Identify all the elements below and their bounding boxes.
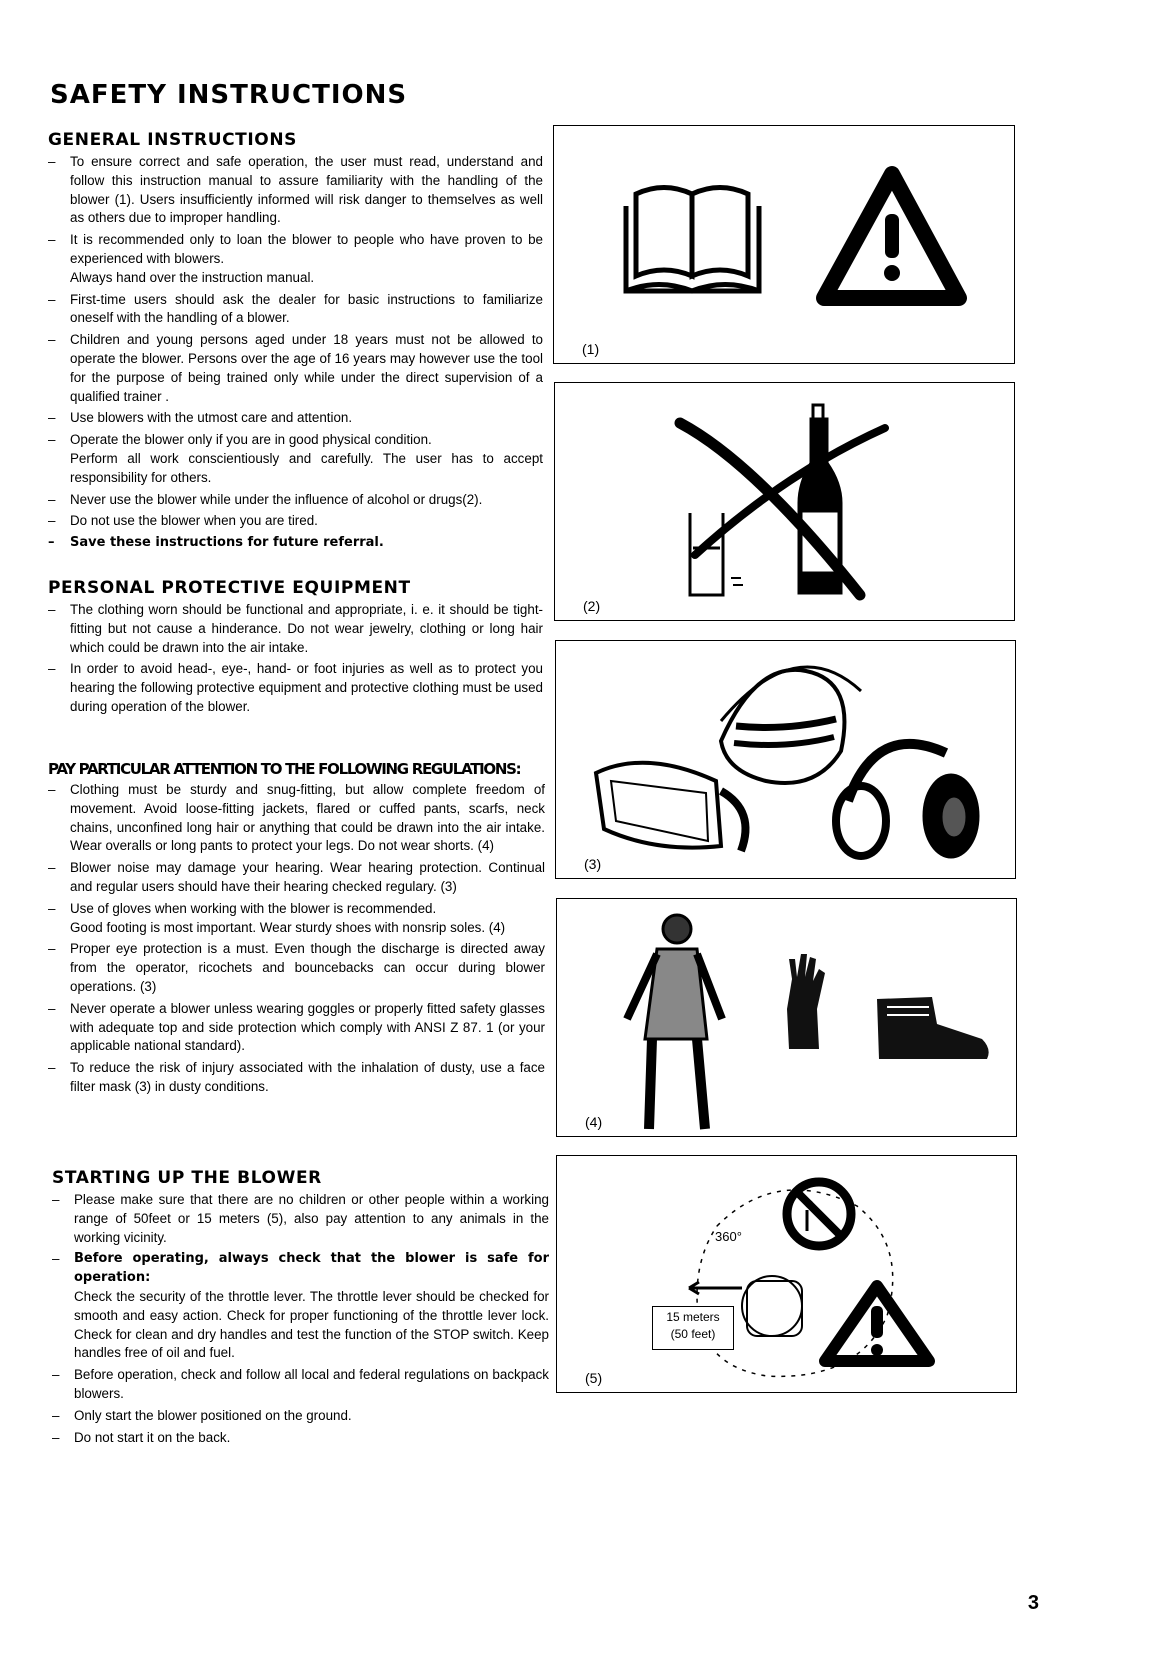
list-item: – It is recommended only to loan the blower to people who have proven to be experienced with blowers. Always hand over the instruction manual.: [48, 231, 543, 287]
list-item: – To ensure correct and safe operation, the user must read, understand and follow this instruction manual to assure familiarity with the handling of the blower (1). Users insufficiently informed will risk danger to themselves as well as others due to improper handling.: [48, 153, 543, 228]
protective-clothing-illustration: [557, 899, 1016, 1136]
page-title: SAFETY INSTRUCTIONS: [50, 80, 408, 110]
list-item: – Use of gloves when working with the blower is recommended. Good footing is most important. Wear sturdy shoes with nonsrip soles. (4): [48, 900, 545, 938]
figure-2: [554, 382, 1015, 621]
general-instructions-heading: GENERAL INSTRUCTIONS: [48, 130, 298, 150]
regulations-heading: PAY PARTICULAR ATTENTION TO THE FOLLOWING REGULATIONS:: [48, 760, 521, 778]
ppe-heading: PERSONAL PROTECTIVE EQUIPMENT: [48, 578, 411, 598]
ear-muffs-icon: [836, 744, 979, 858]
figure-5: [556, 1155, 1017, 1393]
list-item: – Clothing must be sturdy and snug-fitting, but allow complete freedom of movement. Avoid loose-fitting jackets, flared or cuffed pants, scarfs, neck chains, unconfined long hair or anything that could be drawn into the air intake. Wear overalls or long pants to protect your legs. Do not wear shorts. (4): [48, 781, 545, 856]
figure-caption: (1): [582, 341, 600, 357]
distance-meters: 15 meters: [666, 1310, 720, 1324]
starting-section: [52, 1168, 549, 1450]
general-instructions-section: [48, 130, 543, 556]
list-item: – Use blowers with the utmost care and attention.: [48, 409, 543, 428]
list-item: – Before operation, check and follow all local and federal regulations on backpack blowers.: [52, 1366, 549, 1404]
regulations-list: [48, 781, 545, 1097]
list-item: – Please make sure that there are no children or other people within a working range of 50feet or 15 meters (5), also pay attention to any animals in the working vicinity.: [52, 1191, 549, 1247]
list-item: – First-time users should ask the dealer for basic instructions to familiarize oneself with the handling of a blower.: [48, 291, 543, 329]
list-item: – Do not start it on the back.: [52, 1429, 549, 1448]
figure-caption: (3): [584, 856, 602, 872]
warning-triangle-icon: [825, 1286, 929, 1361]
backpack-blower-icon: [742, 1276, 802, 1336]
warning-triangle-icon: [824, 174, 959, 298]
list-item: – In order to avoid head-, eye-, hand- or foot injuries as well as to protect you hearing the following protective equipment and protective clothing must be used during operation of the blower.: [48, 660, 543, 716]
regulations-section: [48, 760, 545, 1100]
working-range-illustration: [557, 1156, 1016, 1392]
list-item: – To reduce the risk of injury associated with the inhalation of dusty, use a face filter mask (3) in dusty conditions.: [48, 1059, 545, 1097]
figure-4: [556, 898, 1017, 1137]
list-item: – Proper eye protection is a must. Even though the discharge is directed away from the operator, ricochets and bouncebacks can occur during blower operations. (3): [48, 940, 545, 996]
cross-out-icon: [680, 423, 885, 595]
list-item: – Blower noise may damage your hearing. Wear hearing protection. Continual and regular users should have their hearing checked regulary. (3): [48, 859, 545, 897]
figure-3: [555, 640, 1016, 879]
distance-label-box: [652, 1306, 734, 1350]
figure-caption: (5): [585, 1370, 603, 1386]
no-people-animals-icon: [787, 1182, 851, 1246]
starting-list: [52, 1191, 549, 1447]
list-item: – Never operate a blower unless wearing goggles or properly fitted safety glasses with adequate top and side protection which comply with ANSI Z 87. 1 (or your applicable national standard).: [48, 1000, 545, 1056]
figure-caption: (4): [585, 1114, 603, 1130]
list-item: – The clothing worn should be functional and appropriate, i. e. it should be tight-fitting but not cause a hinderance. Do not wear jewelry, clothing or long hair which could be drawn into the air intake.: [48, 601, 543, 657]
ppe-section: [48, 578, 543, 720]
left-arrow-icon: [689, 1282, 742, 1294]
list-item: – Operate the blower only if you are in good physical condition. Perform all work conscientiously and carefully. The user has to accept responsibility for others.: [48, 431, 543, 487]
save-instructions-note: – Save these instructions for future referral.: [48, 534, 543, 553]
manual-warning-illustration: [554, 126, 1014, 363]
general-instructions-list: [48, 153, 543, 553]
list-item: – Before operating, always check that the blower is safe for operation: Check the security of the throttle lever. The throttle lever should be checked for smooth and easy action. Check for proper functioning of the throttle lever lock. Check for clean and dry handles and test the function of the STOP switch. Keep handles free of oil and fuel.: [52, 1250, 549, 1363]
protective-equipment-illustration: [556, 641, 1015, 878]
open-book-icon: [626, 188, 759, 292]
list-item: – Never use the blower while under the influence of alcohol or drugs(2).: [48, 491, 543, 510]
face-mask-icon: [721, 667, 861, 783]
list-item: – Do not use the blower when you are tired.: [48, 512, 543, 531]
angle-label: 360°: [715, 1229, 742, 1244]
figure-caption: (2): [583, 598, 601, 614]
distance-feet: (50 feet): [670, 1327, 716, 1341]
worker-figure-icon: [627, 915, 722, 1129]
list-item: – Only start the blower positioned on the ground.: [52, 1407, 549, 1426]
page-number: 3: [1027, 1592, 1039, 1614]
starting-heading: STARTING UP THE BLOWER: [52, 1168, 322, 1188]
figure-1: [553, 125, 1015, 364]
glove-icon: [787, 954, 825, 1049]
no-alcohol-illustration: [555, 383, 1014, 620]
goggles-icon: [596, 763, 746, 851]
ppe-list: [48, 601, 543, 717]
boot-icon: [877, 997, 989, 1059]
list-item: – Children and young persons aged under 18 years must not be allowed to operate the blower. Persons over the age of 16 years may however use the tool for the purpose of being trained only while under the direct supervision of a qualified trainer .: [48, 331, 543, 406]
